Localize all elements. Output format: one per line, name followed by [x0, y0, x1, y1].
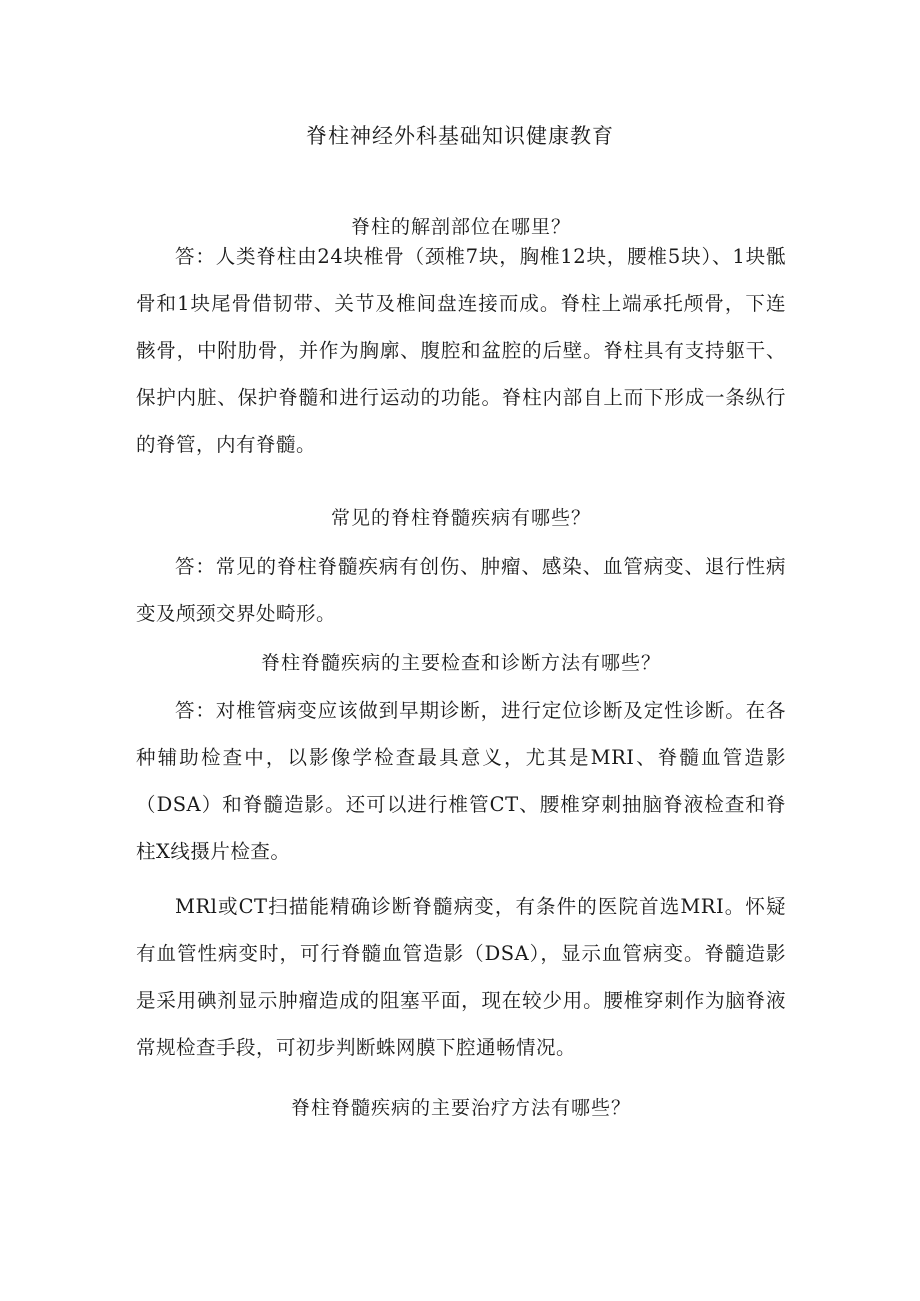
question-treatment: 脊柱脊髓疾病的主要治疗方法有哪些？ — [290, 1097, 631, 1119]
document-title: 脊柱神经外科基础知识健康教育 — [306, 124, 614, 148]
answer-diagnosis: 答：对椎管病变应该做到早期诊断，进行定位诊断及定性诊断。在各种辅助检查中，以影像学检查最具意义，尤其是MRI、脊髓血管造影（DSA）和脊髓造影。还可以进行椎管CT、腰椎穿刺抽脑脊液检查和脊柱X线摄片检查。 — [136, 699, 786, 863]
answer-diagnosis-imaging: MRl或CT扫描能精确诊断脊髓病变，有条件的医院首选MRI。怀疑有血管性病变时，可行脊髓血管造影（DSA），显示血管病变。脊髓造影是采用碘剂显示肿瘤造成的阻塞平面，现在较少用。腰椎穿刺作为脑脊液常规检查手段，可初步判断蛛网膜下腔通畅情况。 — [136, 895, 786, 1059]
question-anatomy: 脊柱的解剖部位在哪里？ — [350, 216, 571, 238]
answer-anatomy: 答：人类脊柱由24块椎骨（颈椎7块，胸椎12块，腰椎5块）、1块骶骨和1块尾骨借韧带、关节及椎间盘连接而成。脊柱上端承托颅骨，下连骸骨，中附肋骨，并作为胸廓、腹腔和盆腔的后壁。脊柱具有支持躯干、保护内脏、保护脊髓和进行运动的功能。脊柱内部自上而下形成一条纵行的脊管，内有脊髓。 — [136, 245, 786, 456]
answer-common-diseases: 答：常见的脊柱脊髓疾病有创伤、肿瘤、感染、血管病变、退行性病变及颅颈交界处畸形。 — [136, 555, 786, 625]
question-common-diseases: 常见的脊柱脊髓疾病有哪些？ — [330, 507, 591, 529]
question-diagnosis: 脊柱脊髓疾病的主要检查和诊断方法有哪些？ — [260, 652, 661, 674]
